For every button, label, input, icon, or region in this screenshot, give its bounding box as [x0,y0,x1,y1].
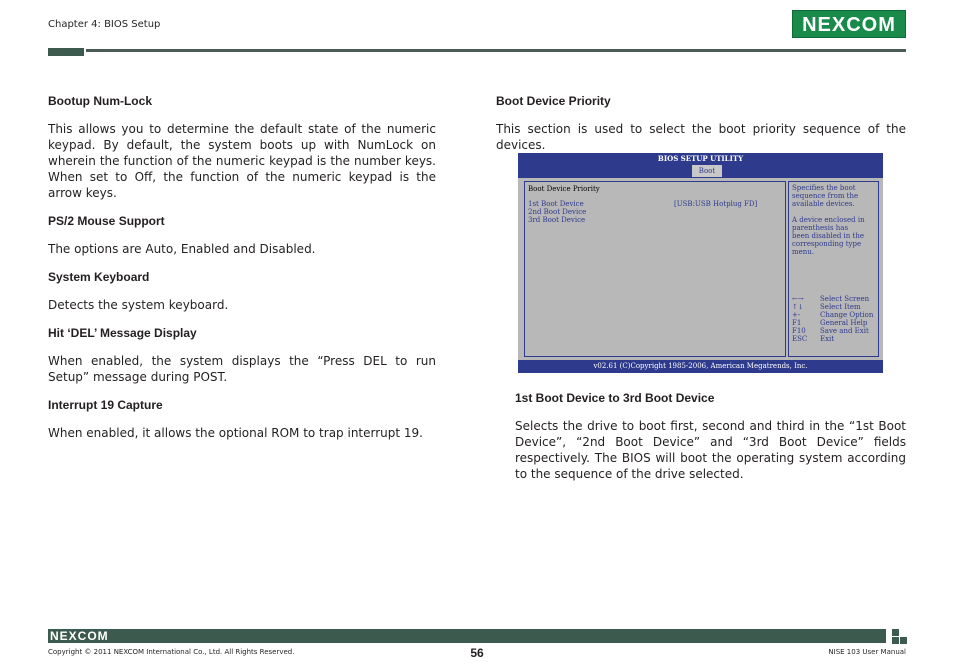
copyright: Copyright © 2011 NEXCOM International Co., Ltd. All Rights Reserved. [48,648,295,656]
bios-item-row[interactable] [528,216,778,224]
section-text: When enabled, it allows the optional ROM to trap interrupt 19. [48,426,423,440]
key-label: F1 [792,319,802,327]
bios-help-panel [788,181,879,357]
bios-help-text: A device enclosed in parenthesis has been disabled in the corresponding type menu. [792,216,865,256]
section-heading: System Keyboard [48,270,150,284]
bios-body [518,178,883,360]
key-desc: Save and Exit [820,327,869,335]
bios-help-text: Specifies the boot sequence from the available devices. [792,184,859,208]
section-heading: Bootup Num-Lock [48,94,152,108]
footer-bar [48,629,886,643]
tab-boot[interactable]: Boot [692,165,722,177]
key-label: F10 [792,327,806,335]
bios-item-row[interactable] [528,208,778,216]
section-heading: Boot Device Priority [496,94,611,108]
left-column [48,93,436,441]
section-text: The options are Auto, Enabled and Disabled. [48,242,316,256]
bios-item-label: 2nd Boot Device [528,208,587,216]
key-desc: Exit [820,335,835,343]
key-desc: Select Screen [820,295,870,303]
section-heading: 1st Boot Device to 3rd Boot Device [515,391,715,405]
section-text: When enabled, the system displays the “Press DEL to run Setup” message during POST. [48,354,436,384]
bios-main-panel [524,181,786,357]
chapter-title: Chapter 4: BIOS Setup [48,19,161,30]
bios-section-title: Boot Device Priority [528,185,600,193]
section-heading: PS/2 Mouse Support [48,214,165,228]
logo-text: NEXCOM [802,14,896,36]
section-heading: Interrupt 19 Capture [48,398,163,412]
bios-item-list [528,200,778,224]
section-text: This allows you to determine the default state of the numeric keypad. By default, the system boots up with NumLock on wherein the function of the numeric keypad is the number keys. When set to Off, the function of the numeric keypad is the arrow keys. [48,122,436,200]
right-column-bottom [515,390,906,482]
header-accent-bar [48,48,84,56]
bios-key-legend [792,295,878,343]
arrow-up-down-icon: ↑↓ [792,303,804,311]
page-number: 56 [470,646,484,660]
bios-item-row[interactable] [528,200,778,208]
corner-square [892,629,899,636]
nexcom-logo [792,10,906,38]
right-column-top [496,93,906,153]
arrow-left-right-icon: ←→ [792,295,804,303]
bios-screenshot [518,153,883,373]
key-label: ESC [792,335,808,343]
key-label: +- [792,311,801,319]
bios-item-label: 3rd Boot Device [528,216,586,224]
bios-item-label: 1st Boot Device [528,200,584,208]
bios-title: BIOS SETUP UTILITY [657,154,744,163]
corner-square [900,637,907,644]
bios-footer: v02.61 (C)Copyright 1985-2006, American Megatrends, Inc. [593,362,808,370]
header-divider [86,49,906,52]
footer-logo: NEXCOM [50,629,109,643]
manual-name: NISE 103 User Manual [828,648,906,656]
section-text: Selects the drive to boot first, second and third in the “1st Boot Device”, “2nd Boot Device” and “3rd Boot Device” fields respectively. The BIOS will boot the operating system according to the sequence of the drive selected. [515,419,906,481]
corner-square [892,637,899,644]
bios-item-value: [USB:USB Hotplug FD] [674,200,758,208]
key-desc: Select Item [820,303,861,311]
section-text: Detects the system keyboard. [48,298,229,312]
key-desc: Change Option [820,311,874,319]
key-desc: General Help [820,319,868,327]
section-heading: Hit ‘DEL’ Message Display [48,326,197,340]
section-text: This section is used to select the boot priority sequence of the devices. [496,122,906,152]
